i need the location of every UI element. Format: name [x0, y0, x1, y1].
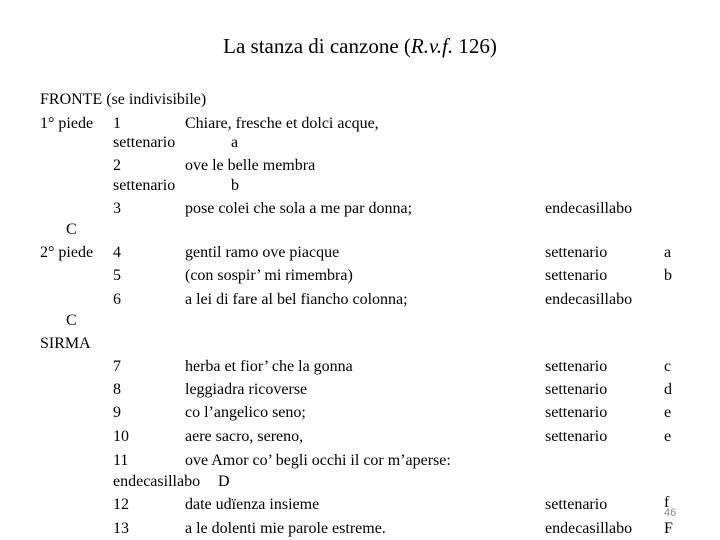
page-number: 46 — [664, 507, 677, 519]
line-12-meter: settenario — [545, 496, 608, 513]
line-number-3: 3 — [113, 200, 121, 217]
section-fronte: FRONTE (se indivisibile) — [40, 91, 207, 108]
line-9-rhyme: e — [664, 404, 672, 421]
line-10-meter: settenario — [545, 428, 608, 445]
page-title — [0, 34, 720, 59]
line-number-6: 6 — [113, 291, 121, 308]
line-4-meter: settenario — [545, 244, 608, 261]
title-text: La stanza di canzone ( — [223, 34, 411, 58]
line-7-rhyme: c — [664, 358, 672, 375]
verse-line-10: aere sacro, sereno, — [185, 428, 304, 445]
title-italic: R.v.f. — [410, 34, 454, 58]
line-11-meter: endecasillabo — [113, 473, 201, 490]
verse-line-11: ove Amor co’ begli occhi il cor m’aperse: — [185, 452, 451, 469]
section-c-1: C — [66, 221, 77, 238]
verse-line-8: leggiadra ricoverse — [185, 381, 308, 398]
line-number-9: 9 — [113, 404, 121, 421]
verse-line-5: (con sospir’ mi rimembra) — [185, 267, 353, 284]
line-number-8: 8 — [113, 381, 121, 398]
line-1-meter: settenario — [113, 134, 176, 151]
line-6-meter: endecasillabo — [545, 291, 633, 308]
line-9-meter: settenario — [545, 404, 608, 421]
section-c-2: C — [66, 312, 77, 329]
line-number-11: 11 — [113, 452, 129, 469]
verse-line-1: Chiare, fresche et dolci acque, — [185, 115, 379, 132]
verse-line-6: a lei di fare al bel fiancho colonna; — [185, 291, 408, 308]
line-number-7: 7 — [113, 358, 121, 375]
verse-line-4: gentil ramo ove piacque — [185, 244, 340, 261]
line-7-meter: settenario — [545, 358, 608, 375]
line-8-meter: settenario — [545, 381, 608, 398]
line-13-meter: endecasillabo — [545, 520, 633, 537]
line-number-2: 2 — [113, 157, 121, 174]
section-sirma: SIRMA — [40, 335, 91, 352]
verse-line-13: a le dolenti mie parole estreme. — [185, 520, 386, 537]
verse-line-2: ove le belle membra — [185, 157, 316, 174]
line-2-rhyme: b — [231, 177, 239, 194]
verse-line-12: date udïenza insieme — [185, 496, 320, 513]
title-text-end: 126) — [453, 34, 497, 58]
line-number-5: 5 — [113, 267, 121, 284]
line-12-rhyme: f — [664, 494, 670, 511]
line-5-rhyme: b — [664, 267, 672, 284]
verse-line-3: pose colei che sola a me par donna; — [185, 200, 413, 217]
verse-line-9: co l’angelico seno; — [185, 404, 306, 421]
line-4-rhyme: a — [664, 244, 672, 261]
line-number-10: 10 — [113, 428, 129, 445]
line-number-1: 1 — [113, 115, 121, 132]
line-5-meter: settenario — [545, 267, 608, 284]
section-piede-2: 2° piede — [40, 244, 94, 261]
line-8-rhyme: d — [664, 381, 672, 398]
line-13-rhyme: F — [664, 520, 673, 537]
line-number-13: 13 — [113, 520, 129, 537]
verse-line-7: herba et fior’ che la gonna — [185, 358, 353, 375]
line-2-meter: settenario — [113, 177, 176, 194]
line-number-4: 4 — [113, 244, 121, 261]
line-number-12: 12 — [113, 496, 129, 513]
line-3-meter: endecasillabo — [545, 200, 633, 217]
section-piede-1: 1° piede — [40, 115, 94, 132]
line-11-rhyme: D — [218, 473, 230, 490]
line-1-rhyme: a — [231, 134, 239, 151]
line-10-rhyme: e — [664, 428, 672, 445]
